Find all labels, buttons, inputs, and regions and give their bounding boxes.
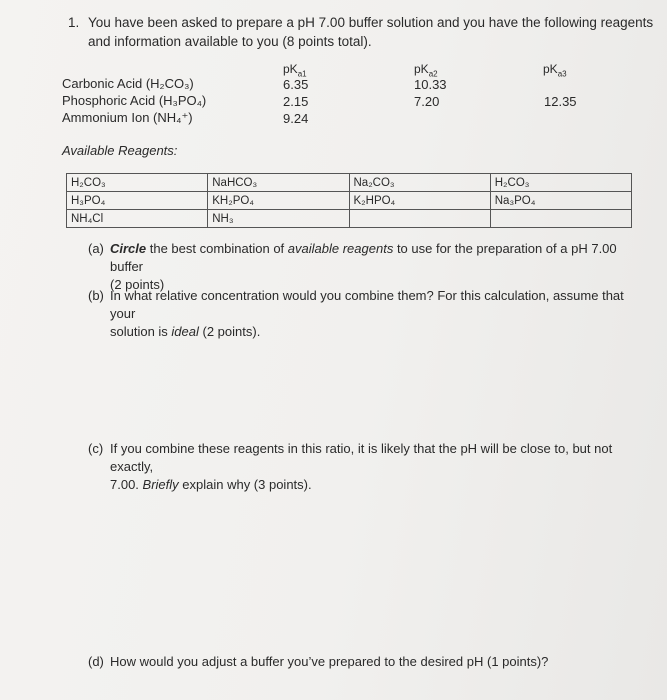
reagent-cell[interactable]: KH₂PO₄ [208, 192, 349, 210]
reagent-cell[interactable] [490, 210, 631, 228]
pka2-header: $pK_{a2}$ [414, 62, 438, 79]
question-1-prompt [68, 13, 654, 51]
reagent-cell[interactable]: K₂HPO₄ [349, 192, 490, 210]
part-a-label: (a) [88, 241, 104, 256]
carbonic-pka2: 10.33 [414, 77, 447, 92]
part-c [88, 440, 648, 494]
reagent-cell[interactable]: Na₃PO₄ [490, 192, 631, 210]
question-line-1: You have been asked to prepare a pH 7.00 buffer solution and you have the following reagents [88, 15, 654, 30]
part-a-text: Circle the best combination of available reagents to use for the preparation of a pH 7.00 buffer (2 points) [110, 241, 617, 292]
ammonium-pka1: 9.24 [283, 111, 309, 126]
table-row [67, 192, 632, 210]
acid-carbonic-label: Carbonic Acid (H₂CO₃) [62, 76, 194, 91]
table-row [67, 174, 632, 192]
pka1-header: $pK_{a1}$ [283, 62, 307, 79]
question-number: 1. [68, 15, 80, 30]
part-d [88, 653, 648, 671]
pka3-header: $pK_{a3}$ [543, 62, 567, 79]
part-c-label: (c) [88, 441, 104, 456]
reagent-cell[interactable]: H₃PO₄ [67, 192, 208, 210]
reagent-cell[interactable]: NH₃ [208, 210, 349, 228]
reagent-cell[interactable]: NH₄Cl [67, 210, 208, 228]
phosphoric-pka1: 2.15 [283, 94, 309, 109]
reagent-cell[interactable] [349, 210, 490, 228]
part-a [88, 240, 648, 294]
part-c-text: If you combine these reagents in this ratio, it is likely that the pH will be close to, but not exactly, 7.00. Briefly explain why (3 points). [110, 441, 613, 492]
acid-phosphoric-label: Phosphoric Acid (H₃PO₄) [62, 93, 207, 108]
part-d-text: How would you adjust a buffer you’ve prepared to the desired pH (1 points)? [110, 654, 549, 669]
reagent-cell[interactable]: NaHCO₃ [208, 174, 349, 192]
reagents-table [66, 173, 632, 228]
question-line-2: and information available to you (8 points total). [88, 34, 372, 49]
part-b-text: In what relative concentration would you combine them? For this calculation, assume that your solution is ideal (2 points). [110, 288, 624, 339]
reagent-cell[interactable]: Na₂CO₃ [349, 174, 490, 192]
phosphoric-pka3: 12.35 [544, 94, 577, 109]
part-d-label: (d) [88, 654, 104, 669]
part-b [88, 287, 648, 341]
part-b-label: (b) [88, 288, 104, 303]
carbonic-pka1: 6.35 [283, 77, 309, 92]
available-reagents-label: Available Reagents: [62, 143, 178, 158]
reagent-cell[interactable]: H₂CO₃ [490, 174, 631, 192]
acid-ammonium-label: Ammonium Ion (NH₄⁺) [62, 110, 193, 125]
table-row [67, 210, 632, 228]
phosphoric-pka2: 7.20 [414, 94, 440, 109]
reagent-cell[interactable]: H₂CO₃ [67, 174, 208, 192]
